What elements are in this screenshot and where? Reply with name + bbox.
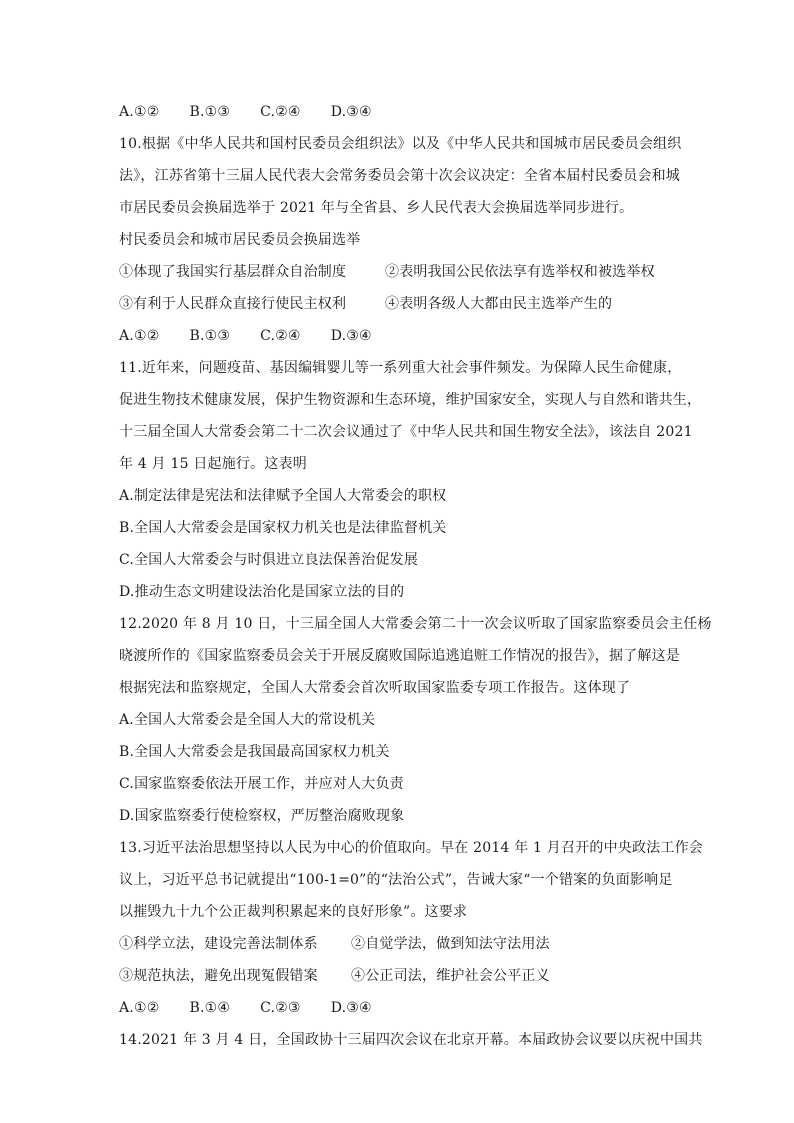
q11-option-b[interactable]: B.全国人大常委会是国家权力机关也是法律监督机关	[119, 520, 447, 536]
q13-statement-4: ④公正司法，维护社会公平正义	[351, 968, 550, 984]
q11-option-c[interactable]: C.全国人大常委会与时俱进立良法保善治促发展	[119, 552, 419, 568]
q13-statement-2: ②自觉学法，做到知法守法用法	[351, 936, 550, 952]
q10-stem-line-2: 法》，江苏省第十三届人民代表大会常务委员会第十次会议决定：全省本届村民委员会和城	[119, 168, 680, 184]
q13-option-b[interactable]: B.①④	[189, 1000, 231, 1016]
q11-stem-line-4: 年 4 月 15 日起施行。这表明	[119, 456, 307, 472]
q13-stem-line-2: 议上，习近平总书记就提出“100-1=0”的“法治公式”，告诫大家“一个错案的负面影响足	[119, 872, 673, 888]
q9-option-d[interactable]: D.③④	[330, 104, 372, 120]
q11-stem-line-3: 十三届全国人大常委会第二十二次会议通过了《中华人民共和国生物安全法》，该法自 2021	[119, 424, 693, 440]
q12-stem-line-3: 根据宪法和监察规定，全国人大常委会首次听取国家监委专项工作报告。这体现了	[119, 680, 631, 696]
q10-statement-1: ①体现了我国实行基层群众自治制度	[119, 264, 347, 280]
q10-statements-row-1	[119, 262, 655, 282]
q13-statements-row-2	[119, 966, 550, 986]
q10-stem-line-3: 市居民委员会换届选举于 2021 年与全省县、乡人民代表大会换届选举同步进行。	[119, 200, 634, 216]
q13-option-d[interactable]: D.③④	[330, 1000, 372, 1016]
q12-option-d[interactable]: D.国家监察委行使检察权，严厉整治腐败现象	[119, 808, 405, 824]
q10-option-d[interactable]: D.③④	[330, 328, 372, 344]
q11-stem-line-1: 11.近年来，问题疫苗、基因编辑婴儿等一系列重大社会事件频发。为保障人民生命健康，	[119, 360, 682, 376]
q12-option-c[interactable]: C.国家监察委依法开展工作，并应对人大负责	[119, 776, 404, 792]
q12-option-a[interactable]: A.全国人大常委会是全国人大的常设机关	[119, 712, 376, 728]
q9-options	[119, 102, 372, 122]
q9-option-b[interactable]: B.①③	[189, 104, 231, 120]
q10-stem-line-4: 村民委员会和城市居民委员会换届选举	[119, 232, 361, 248]
q13-option-c[interactable]: C.②③	[260, 1000, 301, 1016]
q13-statement-3: ③规范执法，避免出现冤假错案	[119, 968, 318, 984]
q13-statement-1: ①科学立法，建设完善法制体系	[119, 936, 318, 952]
q12-option-b[interactable]: B.全国人大常委会是我国最高国家权力机关	[119, 744, 390, 760]
q12-stem-line-1: 12.2020 年 8 月 10 日，十三届全国人大常委会第二十一次会议听取了国家监察委员会主任杨	[119, 616, 712, 632]
q13-stem-line-3: 以摧毁九十九个公正裁判积累起来的良好形象”。这要求	[119, 904, 468, 920]
q11-option-d[interactable]: D.推动生态文明建设法治化是国家立法的目的	[119, 584, 405, 600]
q10-statements-row-2	[119, 294, 612, 314]
q13-statements-row-1	[119, 934, 550, 954]
q10-option-c[interactable]: C.②④	[260, 328, 301, 344]
q9-option-a[interactable]: A.①②	[119, 104, 160, 120]
q10-option-a[interactable]: A.①②	[119, 328, 160, 344]
q13-options	[119, 998, 372, 1018]
q11-stem-line-2: 促进生物技术健康发展，保护生物资源和生态环境，维护国家安全，实现人与自然和谐共生，	[119, 392, 702, 408]
q14-stem-line-1: 14.2021 年 3 月 4 日，全国政协十三届四次会议在北京开幕。本届政协会议要以庆祝中国共	[119, 1032, 703, 1048]
q12-stem-line-2: 晓渡所作的《国家监察委员会关于开展反腐败国际追逃追赃工作情况的报告》，据了解这是	[119, 648, 680, 664]
q13-option-a[interactable]: A.①②	[119, 1000, 160, 1016]
q10-statement-3: ③有利于人民群众直接行使民主权利	[119, 296, 347, 312]
q10-statement-4: ④表明各级人大都由民主选举产生的	[385, 296, 613, 312]
q10-option-b[interactable]: B.①③	[189, 328, 231, 344]
q13-stem-line-1: 13.习近平法治思想坚持以人民为中心的价值取向。早在 2014 年 1 月召开的中央政法工作会	[119, 840, 703, 856]
q10-statement-2: ②表明我国公民依法享有选举权和被选举权	[385, 264, 655, 280]
q11-option-a[interactable]: A.制定法律是宪法和法律赋予全国人大常委会的职权	[119, 488, 447, 504]
q10-options	[119, 326, 372, 346]
q10-stem-line-1: 10.根据《中华人民共和国村民委员会组织法》以及《中华人民共和国城市居民委员会组织	[119, 136, 682, 152]
q9-option-c[interactable]: C.②④	[260, 104, 301, 120]
